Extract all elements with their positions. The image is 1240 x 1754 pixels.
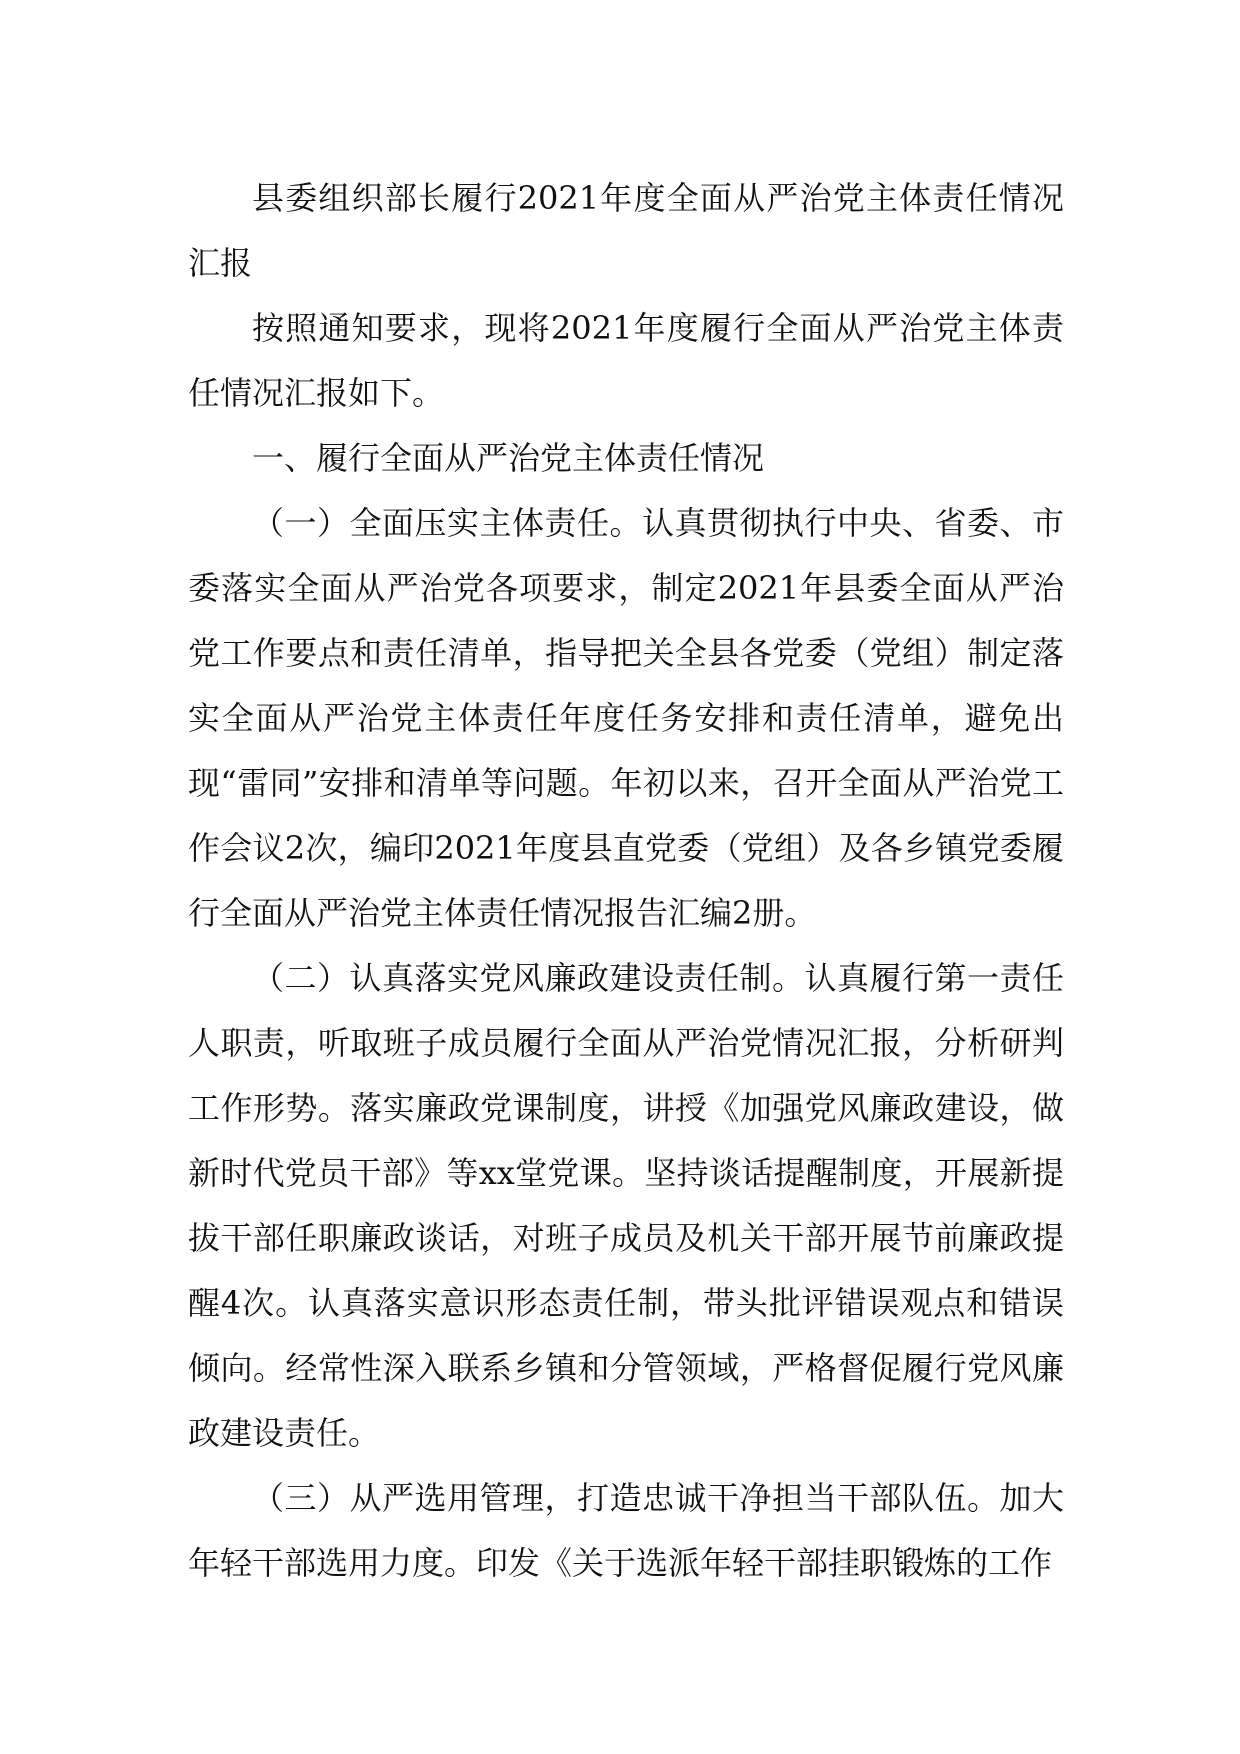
paragraph-item-3: （三）从严选用管理，打造忠诚干净担当干部队伍。加大年轻干部选用力度。印发《关于选派年轻干部挂职锻炼的工作 xyxy=(188,1479,1064,1582)
document-title: 县委组织部长履行2021年度全面从严治党主体责任情况汇报 xyxy=(188,179,1064,282)
paragraph-item-2: （二）认真落实党风廉政建设责任制。认真履行第一责任人职责，听取班子成员履行全面从严治党情况汇报，分析研判工作形势。落实廉政党课制度，讲授《加强党风廉政建设，做新时代党员干部》等xx堂党课。坚持谈话提醒制度，开展新提拔干部任职廉政谈话，对班子成员及机关干部开展节前廉政提醒4次。认真落实意识形态责任制，带头批评错误观点和错误倾向。经常性深入联系乡镇和分管领域，严格督促履行党风廉政建设责任。 xyxy=(188,959,1064,1452)
paragraph-intro: 按照通知要求，现将2021年度履行全面从严治党主体责任情况汇报如下。 xyxy=(188,309,1064,412)
document-body xyxy=(188,166,1064,1596)
paragraph-item-1: （一）全面压实主体责任。认真贯彻执行中央、省委、市委落实全面从严治党各项要求，制定2021年县委全面从严治党工作要点和责任清单，指导把关全县各党委（党组）制定落实全面从严治党主体责任年度任务安排和责任清单，避免出现“雷同”安排和清单等问题。年初以来，召开全面从严治党工作会议2次，编印2021年度县直党委（党组）及各乡镇党委履行全面从严治党主体责任情况报告汇编2册。 xyxy=(188,504,1064,932)
section-heading-1: 一、履行全面从严治党主体责任情况 xyxy=(252,439,765,477)
